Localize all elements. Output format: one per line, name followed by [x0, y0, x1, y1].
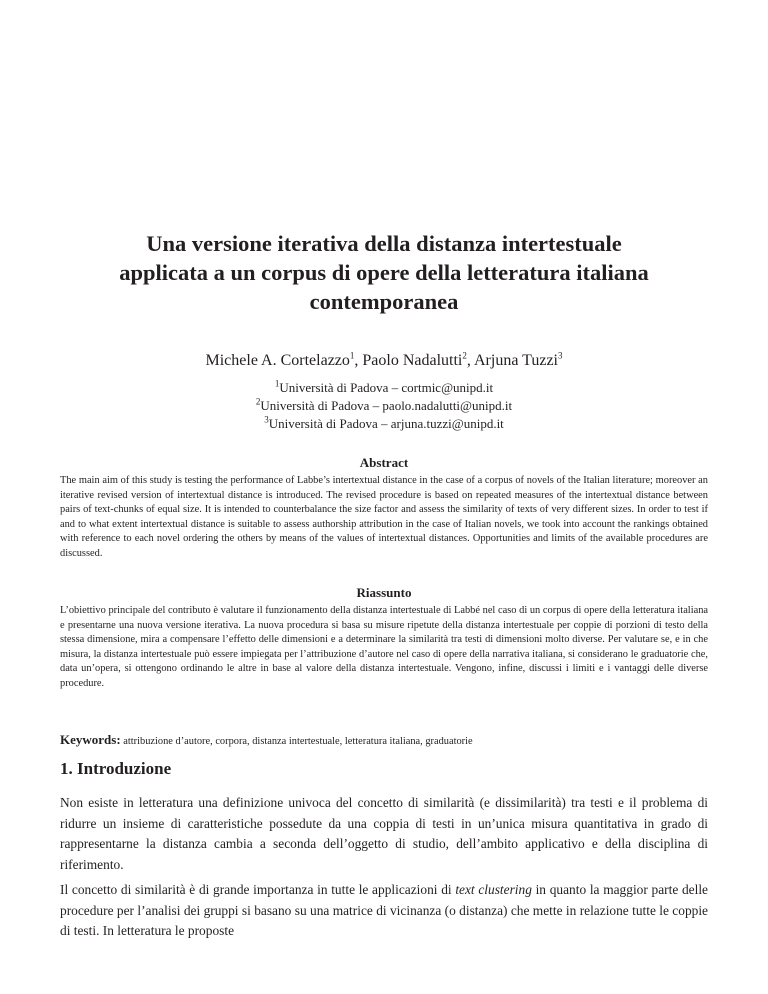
- author-3: Arjuna Tuzzi$^3$: [474, 350, 563, 369]
- affiliation-3: $^3$Università di Padova – arjuna.tuzzi@unipd.it: [264, 414, 504, 431]
- body-paragraph-2: Il concetto di similarità è di grande importanza in tutte le applicazioni di text clustering in quanto la maggior parte delle procedure per l’analisi dei gruppi si basano su una matrice di vicinanza (o distanza) che mette in relazione tutte le coppie di testi. In letteratura le proposte: [60, 882, 708, 938]
- term-text-clustering: text clustering: [455, 882, 532, 897]
- title-line-2: applicata a un corpus di opere della letteratura italiana: [119, 260, 649, 285]
- affiliation-1: $^1$Università di Padova – cortmic@unipd.it: [274, 378, 494, 395]
- author-list: Michele A. Cortelazzo$^1$, Paolo Nadalutti$^2$, Arjuna Tuzzi$^3$: [205, 350, 563, 369]
- keywords-line: [60, 733, 708, 749]
- body-paragraph-1: Non esiste in letteratura una definizione univoca del concetto di similarità (e dissimilarità) tra testi e il problema di ridurre un insieme di caratteristiche possedute da una coppia di testi in un’unica misura quantitativa in grado di rappresentarne la distanza cambia a seconda dell’oggetto di studio, dell’ambito applicativo e della disciplina di riferimento.: [60, 795, 708, 872]
- paper-title: [90, 229, 678, 316]
- affiliation-2: $^2$Università di Padova – paolo.nadalutti@unipd.it: [255, 396, 513, 413]
- abstract-text: The main aim of this study is testing the performance of Labbe’s intertextual distance in the case of a corpus of novels of the Italian literature; moreover an iterative revised version of intertextual distance is introduced. The revised procedure is based on repeated measures of the intertextual distance between pairs of text-chunks of equal size. It is intended to counterbalance the size factor and assess the similarity of texts of very different sizes. In order to test if and to what extent intertextual distance is suitable to assess authorship attribution in the case of Italian novels, we took into account the rankings obtained with reference to each novel ordering the others by means of the values of intertextual distances. Opportunities and limits of the available procedures are discussed.: [60, 475, 708, 559]
- riassunto-heading: Riassunto: [356, 585, 412, 600]
- author-1: Michele A. Cortelazzo$^1$: [205, 350, 355, 369]
- title-line-3: contemporanea: [309, 289, 459, 314]
- abstract-heading: Abstract: [359, 455, 409, 470]
- title-line-1: Una versione iterativa della distanza intertestuale: [146, 231, 622, 256]
- section-heading-introduzione: 1. Introduzione: [60, 759, 172, 778]
- affiliation-list: [60, 379, 708, 433]
- author-2: Paolo Nadalutti$^2$: [362, 350, 467, 369]
- keywords-label: Keywords:: [60, 732, 121, 747]
- riassunto-text: L’obiettivo principale del contributo è valutare il funzionamento della distanza intertestuale di Labbé nel caso di un corpus di opere della letteratura italiana e presentarne una nuova versione iterativa. La nuova procedura si basa su misure ripetute della distanza intertestuale per coppie di porzioni di testo della stessa dimensione, mira a compensare l’effetto delle dimensioni e a determinare la similarità tra testi di dimensioni molto diverse. Per valutare se, e in che misura, la distanza intertestuale può essere impiegata per l’attribuzione d’autore nel caso di opere della narrativa italiana, si considerano le graduatorie che, data un’opera, si ottengono ordinando le altre in base al valore della distanza intertestuale. Vengono, infine, discussi i limiti e i vantaggi delle diverse procedure.: [60, 605, 708, 689]
- keywords-text: attribuzione d’autore, corpora, distanza intertestuale, letteratura italiana, graduatorie: [123, 736, 473, 747]
